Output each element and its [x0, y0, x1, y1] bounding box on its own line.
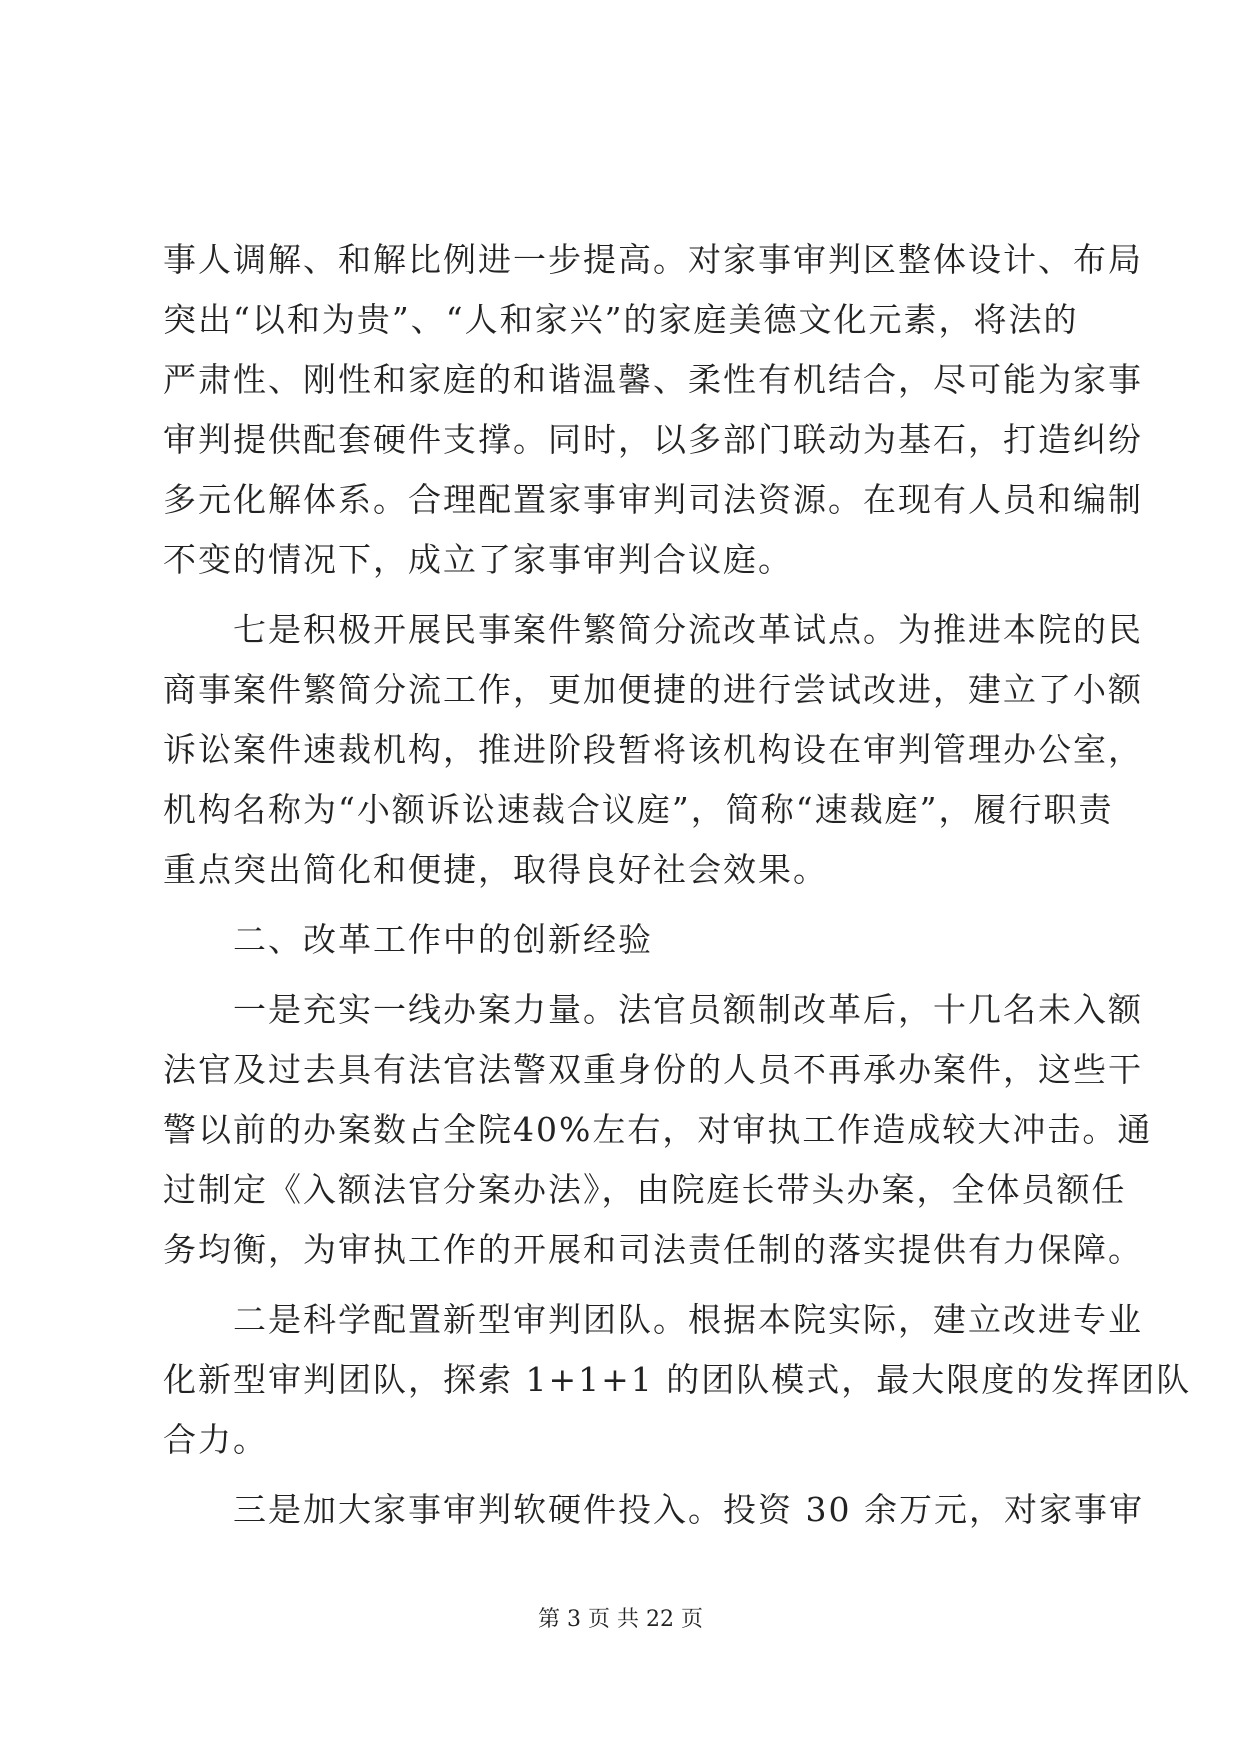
paragraph-start-line: 七是积极开展民事案件繁简分流改革试点。为推进本院的民 — [233, 610, 1143, 649]
paragraph-start-line: 三是加大家事审判软硬件投入。投资 30 余万元，对家事审 — [233, 1490, 1144, 1529]
paragraph-start-line: 一是充实一线办案力量。法官员额制改革后，十几名未入额 — [233, 990, 1143, 1029]
paragraph-gap — [163, 590, 1083, 600]
text-line: 过制定《入额法官分案办法》，由院庭长带头办案，全体员额任 — [163, 1170, 1127, 1209]
text-line: 警以前的办案数占全院40%左右，对审执工作造成较大冲击。通 — [163, 1110, 1153, 1149]
text-line: 法官及过去具有法官法警双重身份的人员不再承办案件，这些干 — [163, 1050, 1143, 1089]
paragraph-start-line: 二是科学配置新型审判团队。根据本院实际，建立改进专业 — [233, 1300, 1143, 1339]
paragraph-gap — [163, 1280, 1083, 1290]
text-line: 重点突出简化和便捷，取得良好社会效果。 — [163, 850, 828, 889]
text-line: 多元化解体系。合理配置家事审判司法资源。在现有人员和编制 — [163, 480, 1143, 519]
text-line: 化新型审判团队，探索 1+1+1 的团队模式，最大限度的发挥团队 — [163, 1360, 1192, 1399]
text-line: 合力。 — [163, 1420, 268, 1459]
text-line: 事人调解、和解比例进一步提高。对家事审判区整体设计、布局 — [163, 240, 1143, 279]
paragraph-gap — [163, 970, 1083, 980]
page-number-footer: 第 3 页 共 22 页 — [538, 1607, 703, 1632]
text-line: 诉讼案件速裁机构，推进阶段暂将该机构设在审判管理办公室， — [163, 730, 1143, 769]
text-line: 突出“以和为贵”、“人和家兴”的家庭美德文化元素，将法的 — [163, 300, 1079, 339]
section-heading: 二、改革工作中的创新经验 — [233, 920, 653, 959]
paragraph-gap — [163, 1470, 1083, 1480]
text-line: 不变的情况下，成立了家事审判合议庭。 — [163, 540, 793, 579]
text-line: 严肃性、刚性和家庭的和谐温馨、柔性有机结合，尽可能为家事 — [163, 360, 1143, 399]
text-line: 审判提供配套硬件支撑。同时，以多部门联动为基石，打造纠纷 — [163, 420, 1143, 459]
document-body — [163, 230, 1192, 1540]
text-line: 机构名称为“小额诉讼速裁合议庭”，简称“速裁庭”，履行职责 — [163, 790, 1114, 829]
text-line: 商事案件繁简分流工作，更加便捷的进行尝试改进，建立了小额 — [163, 670, 1143, 709]
paragraph-gap — [163, 900, 1083, 910]
text-line: 务均衡，为审执工作的开展和司法责任制的落实提供有力保障。 — [163, 1230, 1143, 1269]
